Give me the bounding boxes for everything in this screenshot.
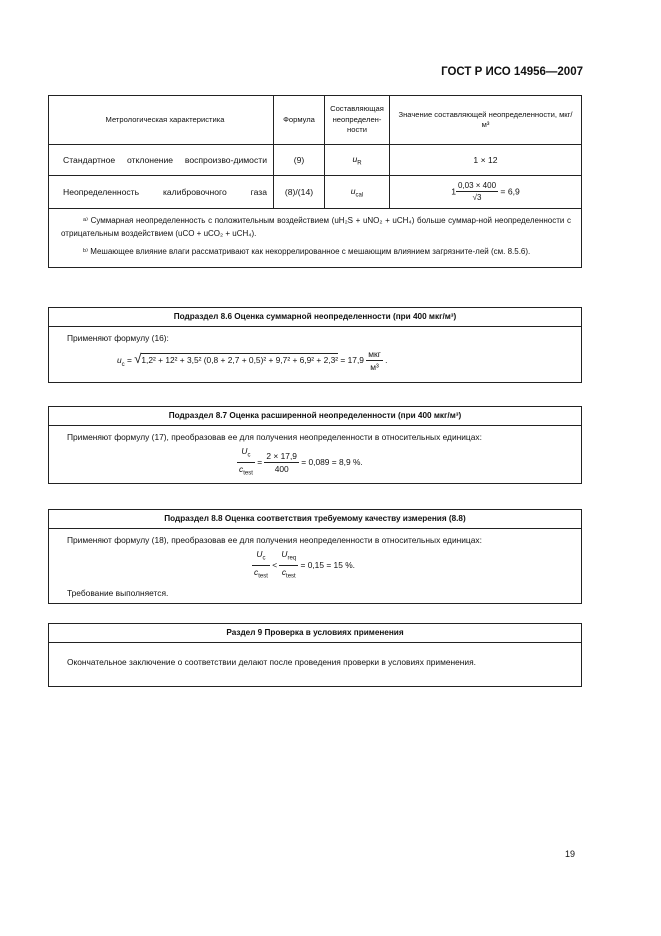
section-intro: Применяют формулу (17), преобразовав ее для получения неопределенности в относительных единицах: [67,432,482,442]
row-characteristic: Стандартное отклонение воспроизво-димости [49,145,274,176]
row-value: 1 × 12 [390,145,582,176]
row-formula: (9) [274,145,325,176]
section-intro: Применяют формулу (18), преобразовав ее для получения неопределенности в относительных единицах: [67,535,482,545]
row-component: $u_{cal}$ [325,176,390,209]
col-header-characteristic: Метрологическая характеристика [49,96,274,145]
section-conclusion: Требование выполняется. [67,588,169,599]
section-title: Подраздел 8.6 Оценка суммарной неопределенности (при 400 мкг/м³) [49,308,581,327]
col-header-formula: Формула [274,96,325,145]
table-row [49,176,582,209]
table-row [49,145,582,176]
section-intro: Применяют формулу (16): [67,333,169,343]
col-header-component: Составляющая неопределен-ности [325,96,390,145]
page-number: 19 [564,849,575,859]
row-formula: (8)/(14) [274,176,325,209]
table-notes [49,209,582,268]
section-title: Подраздел 8.8 Оценка соответствия требуемому качеству измерения (8.8) [49,510,581,529]
formula-16: $u_c = √1,2^2 + 12^2 + 3,5^2$ (0,8 + 2,7 + 0,5)² + 9,7² + 6,9² + 2,3² = 17,9 $\frac{\text{мкг}}{\text{м³}}$ . [117,349,388,372]
note-a: ᵃ⁾ Суммарная неопределенность с положительным воздействием (uH₂S + uNO₂ + uCH₄) больше суммар-ной неопределенности с отрицательным воздействием (uCO + uCO₂ + uCH₄). [61,216,571,238]
section-8-7 [48,406,582,484]
document-header: ГОСТ Р ИСО 14956—2007 [441,66,583,78]
formula-18: $\frac{U_c}{c_{test}}$ < $\frac{U_{req}}{c_{test}}$ = 0,15 = 15 %. [254,549,355,580]
section-text: Окончательное заключение о соответствии делают после проведения проверки в условиях применения. [67,657,476,667]
section-8-6 [48,307,582,383]
section-title: Раздел 9 Проверка в условиях применения [49,624,581,643]
row-value: 1 $\frac{0,03 \times 400}{√3}$ = 6,9 [390,176,582,209]
row-characteristic: Неопределенность калибровочного газа [49,176,274,209]
uncertainty-table [48,95,582,268]
section-title: Подраздел 8.7 Оценка расширенной неопределенности (при 400 мкг/м³) [49,407,581,426]
row-component: $u_R$ [325,145,390,176]
section-9 [48,623,582,687]
note-b: ᵇ⁾ Мешающее влияние влаги рассматривают как некоррелированное с мешающим влиянием загрязните-лей (см. 8.5.6). [83,247,531,256]
col-header-value: Значение составляющей неопределенности, мкг/м³ [390,96,582,145]
formula-17: $\frac{U_c}{c_{test}}$ = $\frac{2 \times 17,9}{400}$ = 0,089 = 8,9 %. [239,446,363,477]
section-8-8 [48,509,582,604]
